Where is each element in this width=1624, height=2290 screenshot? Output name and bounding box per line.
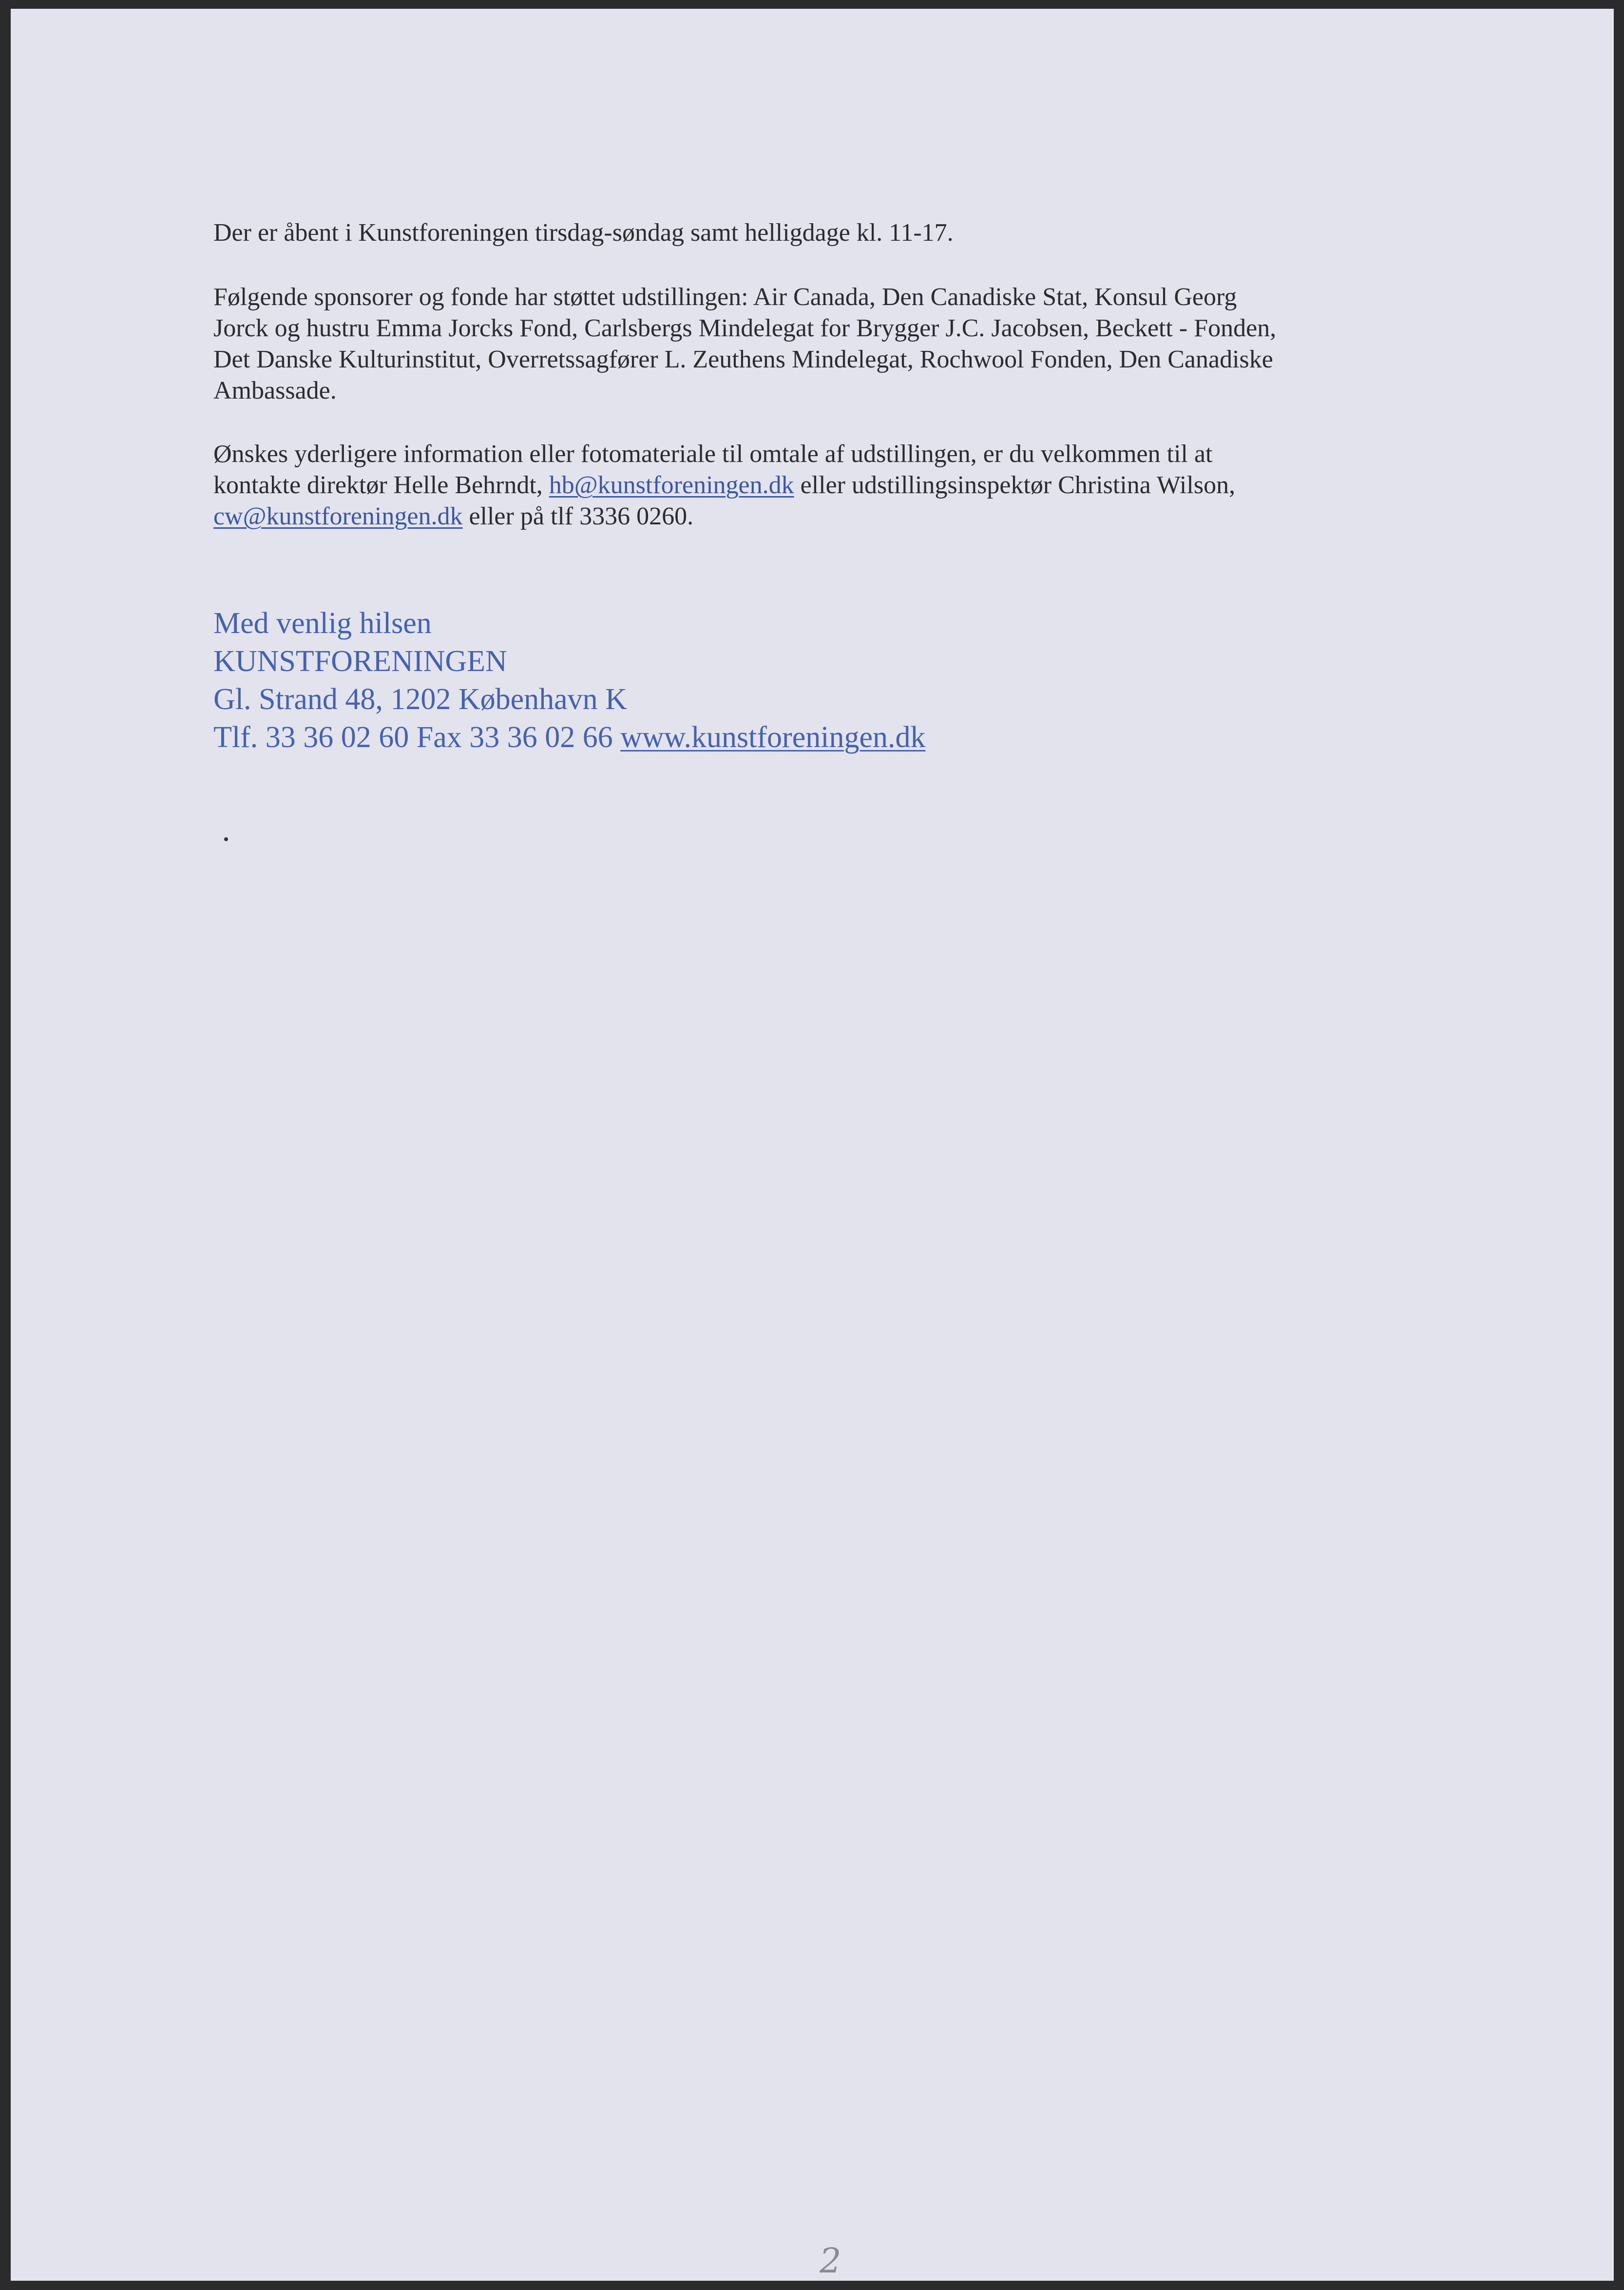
contact-line-2-start: kontakte direktør Helle Behrndt,	[213, 471, 549, 499]
opening-hours-text: Der er åbent i Kunstforeningen tirsdag-søndag samt helligdage kl. 11-17.	[213, 219, 954, 247]
signature-phone-fax: Tlf. 33 36 02 60 Fax 33 36 02 66	[213, 721, 621, 754]
sponsors-line-2: Jorck og hustru Emma Jorcks Fond, Carlsbergs Mindelegat for Brygger J.C. Jacobsen, Beckett - Fonden,	[213, 314, 1277, 342]
signature-address: Gl. Strand 48, 1202 København K	[213, 683, 627, 716]
signature-greeting: Med venlig hilsen	[213, 607, 432, 640]
document-page	[11, 9, 1614, 2281]
contact-line-1: Ønskes yderligere information eller fotomateriale til omtale af udstillingen, er du velkommen til at	[213, 440, 1213, 468]
contact-line-2-end: eller udstillingsinspektør Christina Wilson,	[794, 471, 1236, 499]
contact-line-3	[213, 501, 1393, 532]
contact-line-2	[213, 470, 1393, 501]
handwritten-page-number: 2	[820, 2241, 841, 2281]
sponsors-line-4: Ambassade.	[213, 377, 337, 404]
contact-line-3-end: eller på tlf 3336 0260.	[462, 502, 694, 530]
signature-block	[213, 604, 925, 756]
email-link-christina[interactable]: cw@kunstforeningen.dk	[213, 502, 463, 530]
signature-organization: KUNSTFORENINGEN	[213, 645, 507, 678]
signature-contact-line	[213, 718, 925, 756]
sponsors-line-1: Følgende sponsorer og fonde har støttet udstillingen: Air Canada, Den Canadiske Stat, Konsul Georg	[213, 283, 1237, 311]
sponsors-line-3: Det Danske Kulturinstitut, Overretssagfører L. Zeuthens Mindelegat, Rochwool Fonden, Den Canadiske	[213, 346, 1273, 373]
email-link-helle[interactable]: hb@kunstforeningen.dk	[549, 471, 794, 499]
opening-hours-paragraph	[213, 217, 1393, 249]
website-link[interactable]: www.kunstforeningen.dk	[620, 721, 926, 754]
contact-paragraph	[213, 439, 1393, 532]
sponsors-paragraph	[213, 282, 1393, 406]
stray-dot-mark	[224, 837, 228, 841]
